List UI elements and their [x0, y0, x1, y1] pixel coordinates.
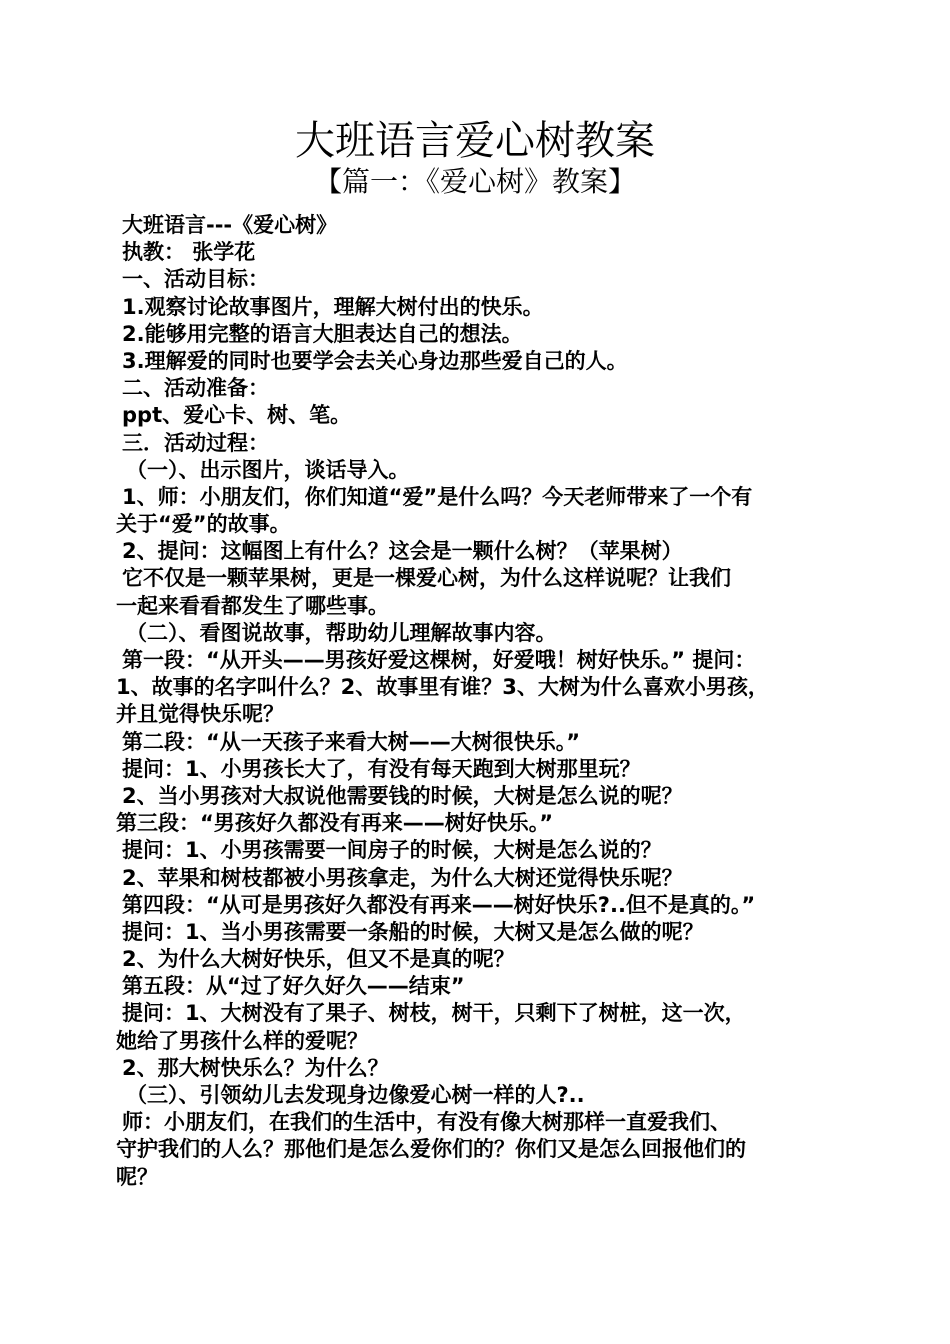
goal-item: 3.理解爱的同时也要学会去关心身边那些爱自己的人。 — [122, 348, 628, 373]
paragraph-line: 第二段：“从一天孩子来看大树——大树很快乐。” — [122, 729, 581, 754]
paragraph-line: 提问：1、当小男孩需要一条船的时候，大树又是怎么做的呢？ — [122, 919, 704, 944]
teacher-line: 执教： 张学花 — [122, 240, 256, 265]
paragraph-line: 2、那大树快乐么？为什么？ — [122, 1055, 389, 1080]
paragraph-line: 提问：1、小男孩需要一间房子的时候，大树是怎么说的？ — [122, 838, 662, 863]
paragraph-line: 它不仅是一颗苹果树，更是一棵爱心树，为什么这样说呢？让我们 — [122, 566, 731, 591]
paragraph-line: 她给了男孩什么样的爱呢？ — [116, 1028, 368, 1053]
process-subheading: （二）、看图说故事，帮助幼儿理解故事内容。 — [126, 620, 557, 645]
paragraph-line: 并且觉得快乐呢？ — [116, 702, 284, 727]
paragraph-line: 第五段：从“过了好久好久——结束” — [122, 974, 465, 999]
paragraph-line: 守护我们的人么？那他们是怎么爱你们的？你们又是怎么回报他们的 — [116, 1137, 746, 1162]
document-body — [116, 212, 846, 1191]
paragraph-line: 2、苹果和树枝都被小男孩拿走，为什么大树还觉得快乐呢？ — [122, 865, 683, 890]
paragraph-line: 1、故事的名字叫什么？2、故事里有谁？3、大树为什么喜欢小男孩， — [116, 675, 769, 700]
paragraph-line: 关于“爱”的故事。 — [116, 512, 291, 537]
paragraph-line: 2、当小男孩对大叔说他需要钱的时候，大树是怎么说的呢？ — [122, 783, 683, 808]
document-subtitle: 【篇一：《爱心树》教案】 — [313, 165, 636, 198]
paragraph-line: 第三段：“男孩好久都没有再来——树好快乐。” — [116, 811, 554, 836]
paragraph-line: 呢？ — [116, 1164, 158, 1189]
paragraph-line: 1、师：小朋友们，你们知道“爱”是什么吗？今天老师带来了一个有 — [122, 484, 753, 509]
paragraph-line: 第四段：“从可是男孩好久都没有再来——树好快乐?..但不是真的。” — [122, 892, 756, 917]
paragraph-line: 一起来看看都发生了哪些事。 — [116, 593, 389, 618]
process-subheading: （一）、出示图片，谈话导入。 — [126, 457, 410, 482]
paragraph-line: 师：小朋友们，在我们的生活中，有没有像大树那样一直爱我们、 — [122, 1110, 731, 1135]
document-title: 大班语言爱心树教案 — [295, 118, 655, 164]
goal-item: 2.能够用完整的语言大胆表达自己的想法。 — [122, 321, 523, 346]
paragraph-line: 提问：1、大树没有了果子、树枝，树干，只剩下了树桩，这一次， — [122, 1001, 746, 1026]
lesson-heading: 大班语言---《爱心树》 — [122, 213, 338, 237]
section-heading-process: 三．活动过程： — [122, 430, 269, 455]
paragraph-line: 提问：1、小男孩长大了，有没有每天跑到大树那里玩？ — [122, 756, 641, 781]
preparation-text: ppt、爱心卡、树、笔。 — [122, 403, 352, 428]
section-heading-preparation: 二、活动准备： — [122, 376, 269, 401]
process-subheading: （三）、引领幼儿去发现身边像爱心树一样的人?.. — [126, 1083, 585, 1107]
paragraph-line: 第一段：“从开头——男孩好爱这棵树，好爱哦！树好快乐。” 提问： — [122, 648, 756, 672]
section-heading-goals: 一、活动目标： — [122, 267, 269, 292]
goal-item: 1.观察讨论故事图片，理解大树付出的快乐。 — [122, 294, 544, 319]
paragraph-line: 2、提问：这幅图上有什么？这会是一颗什么树？（苹果树） — [122, 539, 683, 564]
paragraph-line: 2、为什么大树好快乐，但又不是真的呢？ — [122, 947, 515, 972]
